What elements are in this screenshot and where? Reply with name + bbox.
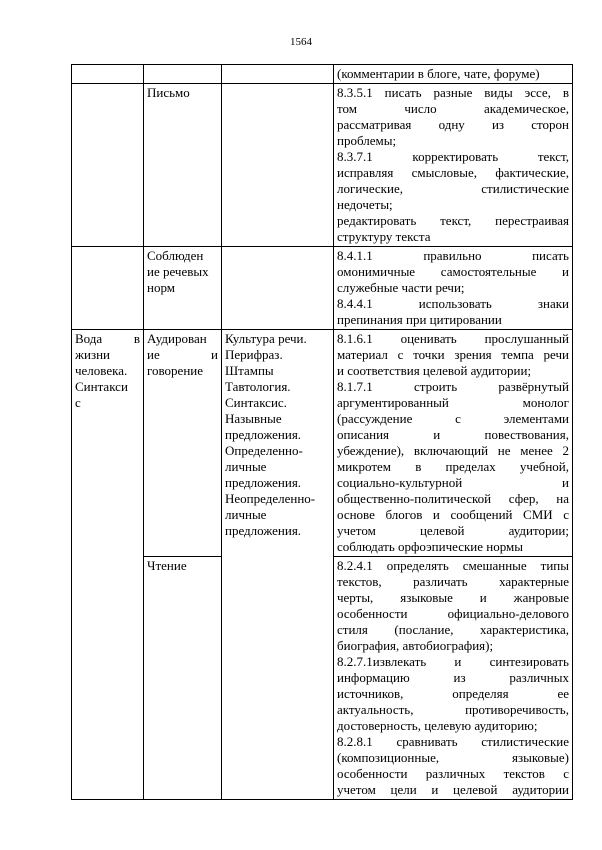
table-cell-col4 xyxy=(334,247,573,330)
cell-line: человека. xyxy=(75,363,128,378)
table-row xyxy=(72,330,573,557)
cell-line: рассматривая одну из сторон xyxy=(337,117,569,132)
cell-line: предложения. xyxy=(225,523,302,538)
cell-line: исправляя смысловые, фактические, xyxy=(337,165,569,180)
cell-line: актуальность, противоречивость, xyxy=(337,702,569,717)
cell-line: источников, определяя ее xyxy=(337,686,569,701)
cell-line: аргументированный монолог xyxy=(337,395,569,410)
cell-line: Перифраз. xyxy=(225,347,283,362)
cell-line: препинания при цитировании xyxy=(337,312,502,327)
cell-line: 8.1.6.1 оценивать прослушанный xyxy=(337,331,569,346)
cell-line: материал с точки зрения темпа речи xyxy=(337,347,569,362)
cell-line: омонимичные самостоятельные и xyxy=(337,264,569,279)
cell-line: (композиционные, языковые) xyxy=(337,750,569,765)
cell-line: предложения. xyxy=(225,475,302,490)
cell-line: с xyxy=(75,395,81,410)
table-row xyxy=(72,84,573,247)
table-body xyxy=(72,65,573,800)
cell-line: Определенно- xyxy=(225,443,303,458)
cell-line: 8.2.7.1извлекать и синтезировать xyxy=(337,654,569,669)
cell-line: особенности различных текстов с xyxy=(337,766,569,781)
table-cell-col3 xyxy=(222,84,334,247)
table-cell-col1 xyxy=(72,330,144,557)
cell-line: логические, стилистические xyxy=(337,181,569,196)
cell-line: личные xyxy=(225,459,267,474)
cell-line: Штампы xyxy=(225,363,274,378)
cell-line: основе блогов и сообщений СМИ с xyxy=(337,507,569,522)
table-cell-col4 xyxy=(334,84,573,247)
cell-line: жизни xyxy=(75,347,110,362)
table-cell-col2 xyxy=(144,84,222,247)
cell-line: говорение xyxy=(147,363,204,378)
cell-line: недочеты; xyxy=(337,197,393,212)
cell-line: и соответствия целевой аудитории; xyxy=(337,363,532,378)
cell-line: учетом целевой аудитории; xyxy=(337,523,569,538)
table-cell-col2 xyxy=(144,557,222,800)
table-cell-col3 xyxy=(222,557,334,800)
cell-line: Синтакси xyxy=(75,379,128,394)
table-cell-col3 xyxy=(222,330,334,557)
table-cell-col1 xyxy=(72,84,144,247)
cell-line: Синтаксис. xyxy=(225,395,287,410)
cell-line: Назывные xyxy=(225,411,282,426)
cell-line: Вода в xyxy=(75,331,140,346)
table-cell-col4 xyxy=(334,557,573,800)
cell-line: учетом цели и целевой аудитории xyxy=(337,782,569,797)
cell-line: 8.3.5.1 писать разные виды эссе, в xyxy=(337,85,569,100)
cell-line: норм xyxy=(147,280,175,295)
cell-line: общественно-политической сфер, на xyxy=(337,491,569,506)
table-cell-col1 xyxy=(72,65,144,84)
table-cell-col2 xyxy=(144,65,222,84)
cell-line: биография, автобиография); xyxy=(337,638,494,653)
cell-line: 8.2.4.1 определять смешанные типы xyxy=(337,558,569,573)
cell-line: 8.2.8.1 сравнивать стилистические xyxy=(337,734,569,749)
cell-line: предложения. xyxy=(225,427,302,442)
cell-line: редактировать текст, перестраивая xyxy=(337,213,569,228)
cell-line: микротем в пределах учебной, xyxy=(337,459,569,474)
cell-line: стиля (послание, характеристика, xyxy=(337,622,569,637)
cell-line: том число академическое, xyxy=(337,101,569,116)
table-cell-col2 xyxy=(144,247,222,330)
cell-line: ие речевых xyxy=(147,264,209,279)
cell-line: достоверность, целевую аудиторию; xyxy=(337,718,538,733)
table-cell-col2 xyxy=(144,330,222,557)
cell-line: проблемы; xyxy=(337,133,397,148)
cell-line: Тавтология. xyxy=(225,379,291,394)
table-cell-col3 xyxy=(222,65,334,84)
cell-line: Соблюден xyxy=(147,248,204,263)
table-cell-col4 xyxy=(334,330,573,557)
page-number: 1564 xyxy=(290,36,312,48)
cell-line: 8.4.4.1 использовать знаки xyxy=(337,296,569,311)
table-row xyxy=(72,65,573,84)
cell-line: 8.3.7.1 корректировать текст, xyxy=(337,149,569,164)
cell-line: 8.1.7.1 строить развёрнутый xyxy=(337,379,569,394)
cell-line: личные xyxy=(225,507,267,522)
cell-line: (комментарии в блоге, чате, форуме) xyxy=(337,66,540,81)
cell-line: структуру текста xyxy=(337,229,431,244)
cell-line: (рассуждение с элементами xyxy=(337,411,569,426)
cell-line: особенности официально-делового xyxy=(337,606,569,621)
cell-line: черты, языковые и жанровые xyxy=(337,590,569,605)
cell-line: информацию из различных xyxy=(337,670,569,685)
cell-line: описания и повествования, xyxy=(337,427,569,442)
curriculum-table xyxy=(71,64,573,800)
cell-line: социально-культурной и xyxy=(337,475,569,490)
table-row xyxy=(72,557,573,800)
cell-line: Чтение xyxy=(147,558,187,573)
cell-line: соблюдать орфоэпические нормы xyxy=(337,539,523,554)
table-cell-col1 xyxy=(72,557,144,800)
cell-line: Письмо xyxy=(147,85,190,100)
cell-line: Аудирован xyxy=(147,331,207,346)
table-cell-col1 xyxy=(72,247,144,330)
cell-line: текстов, различать характерные xyxy=(337,574,569,589)
cell-line: Культура речи. xyxy=(225,331,307,346)
cell-line: Неопределенно- xyxy=(225,491,316,506)
table-row xyxy=(72,247,573,330)
cell-line: ие и xyxy=(147,347,218,362)
cell-line: служебные части речи; xyxy=(337,280,465,295)
cell-line: убеждение), включающий не менее 2 xyxy=(337,443,569,458)
table-cell-col4 xyxy=(334,65,573,84)
cell-line: 8.4.1.1 правильно писать xyxy=(337,248,569,263)
table-cell-col3 xyxy=(222,247,334,330)
